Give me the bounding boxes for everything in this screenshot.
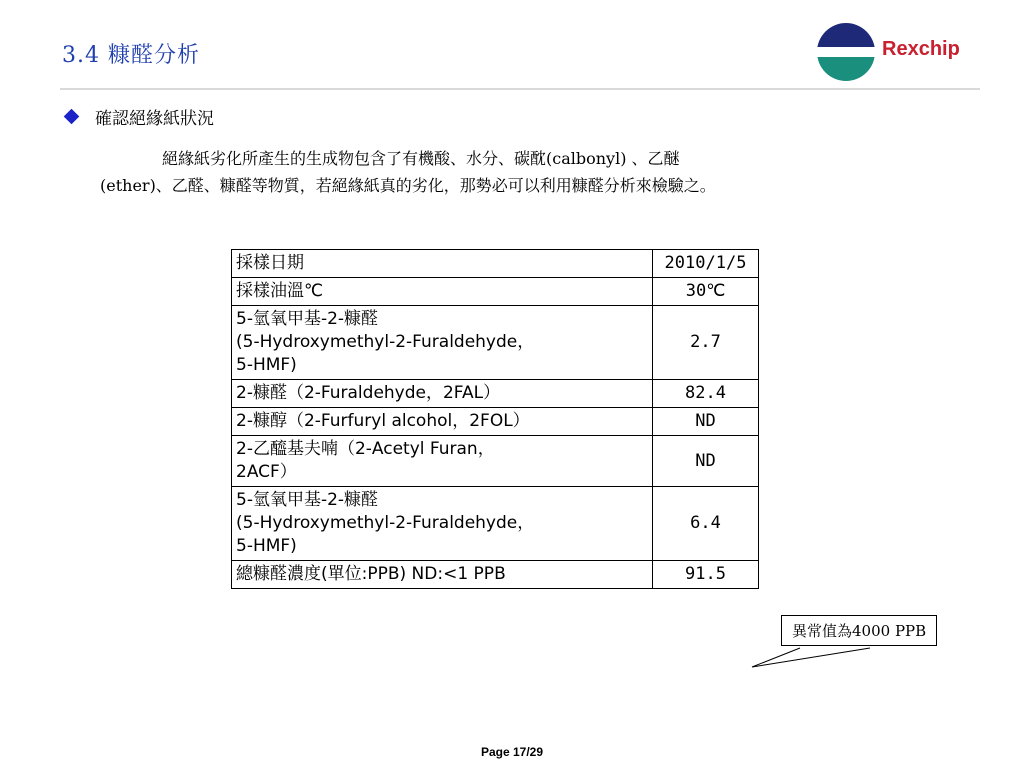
table-row <box>232 380 759 408</box>
diamond-bullet-icon <box>64 109 80 125</box>
row-label: 2-糠醇（2-Furfuryl alcohol，2FOL） <box>232 408 653 436</box>
table-row <box>232 278 759 306</box>
row-value: 2010/1/5 <box>653 250 759 278</box>
row-label: 採樣油溫℃ <box>232 278 653 306</box>
table-row <box>232 408 759 436</box>
row-value: 30℃ <box>653 278 759 306</box>
table-row <box>232 487 759 561</box>
title-divider <box>60 88 980 90</box>
row-value: 6.4 <box>653 487 759 561</box>
row-label: 2-乙醯基夫喃（2-Acetyl Furan， 2ACF） <box>232 436 653 487</box>
furfural-table <box>231 249 759 589</box>
page-number: Page 17/29 <box>480 745 544 759</box>
row-value: ND <box>653 408 759 436</box>
logo-navy-band <box>816 22 876 47</box>
bullet-heading-row <box>66 104 214 129</box>
logo-teal-band <box>816 57 876 82</box>
table-row <box>232 561 759 589</box>
row-label: 2-糠醛（2-Furaldehyde，2FAL） <box>232 380 653 408</box>
row-label: 5-氫氧甲基-2-糠醛 (5-Hydroxymethyl-2-Furaldehyde， 5-HMF) <box>232 306 653 380</box>
description-paragraph <box>100 145 980 199</box>
row-label: 總糠醛濃度(單位:PPB) ND:<1 PPB <box>232 561 653 589</box>
row-label: 採樣日期 <box>232 250 653 278</box>
table-row <box>232 436 759 487</box>
page-title: 3.4 糠醛分析 <box>62 43 200 68</box>
row-value: 82.4 <box>653 380 759 408</box>
row-value: 2.7 <box>653 306 759 380</box>
bullet-heading: 確認絕緣紙狀況 <box>95 109 214 129</box>
paragraph-line-1: 絕緣紙劣化所產生的生成物包含了有機酸、水分、碳酖(calbonyl) 、乙醚 <box>162 149 680 168</box>
logo-text: Rexchip <box>882 38 960 60</box>
table-row <box>232 250 759 278</box>
row-value: ND <box>653 436 759 487</box>
row-value: 91.5 <box>653 561 759 589</box>
paragraph-line-2: (ether)、乙醛、糠醛等物質，若絕緣紙真的劣化，那勢必可以利用糠醛分析來檢驗之。 <box>100 176 716 195</box>
row-label: 5-氫氧甲基-2-糠醛 (5-Hydroxymethyl-2-Furaldehyde， 5-HMF) <box>232 487 653 561</box>
callout-note: 異常值為4000 PPB <box>781 615 937 646</box>
table-row <box>232 306 759 380</box>
